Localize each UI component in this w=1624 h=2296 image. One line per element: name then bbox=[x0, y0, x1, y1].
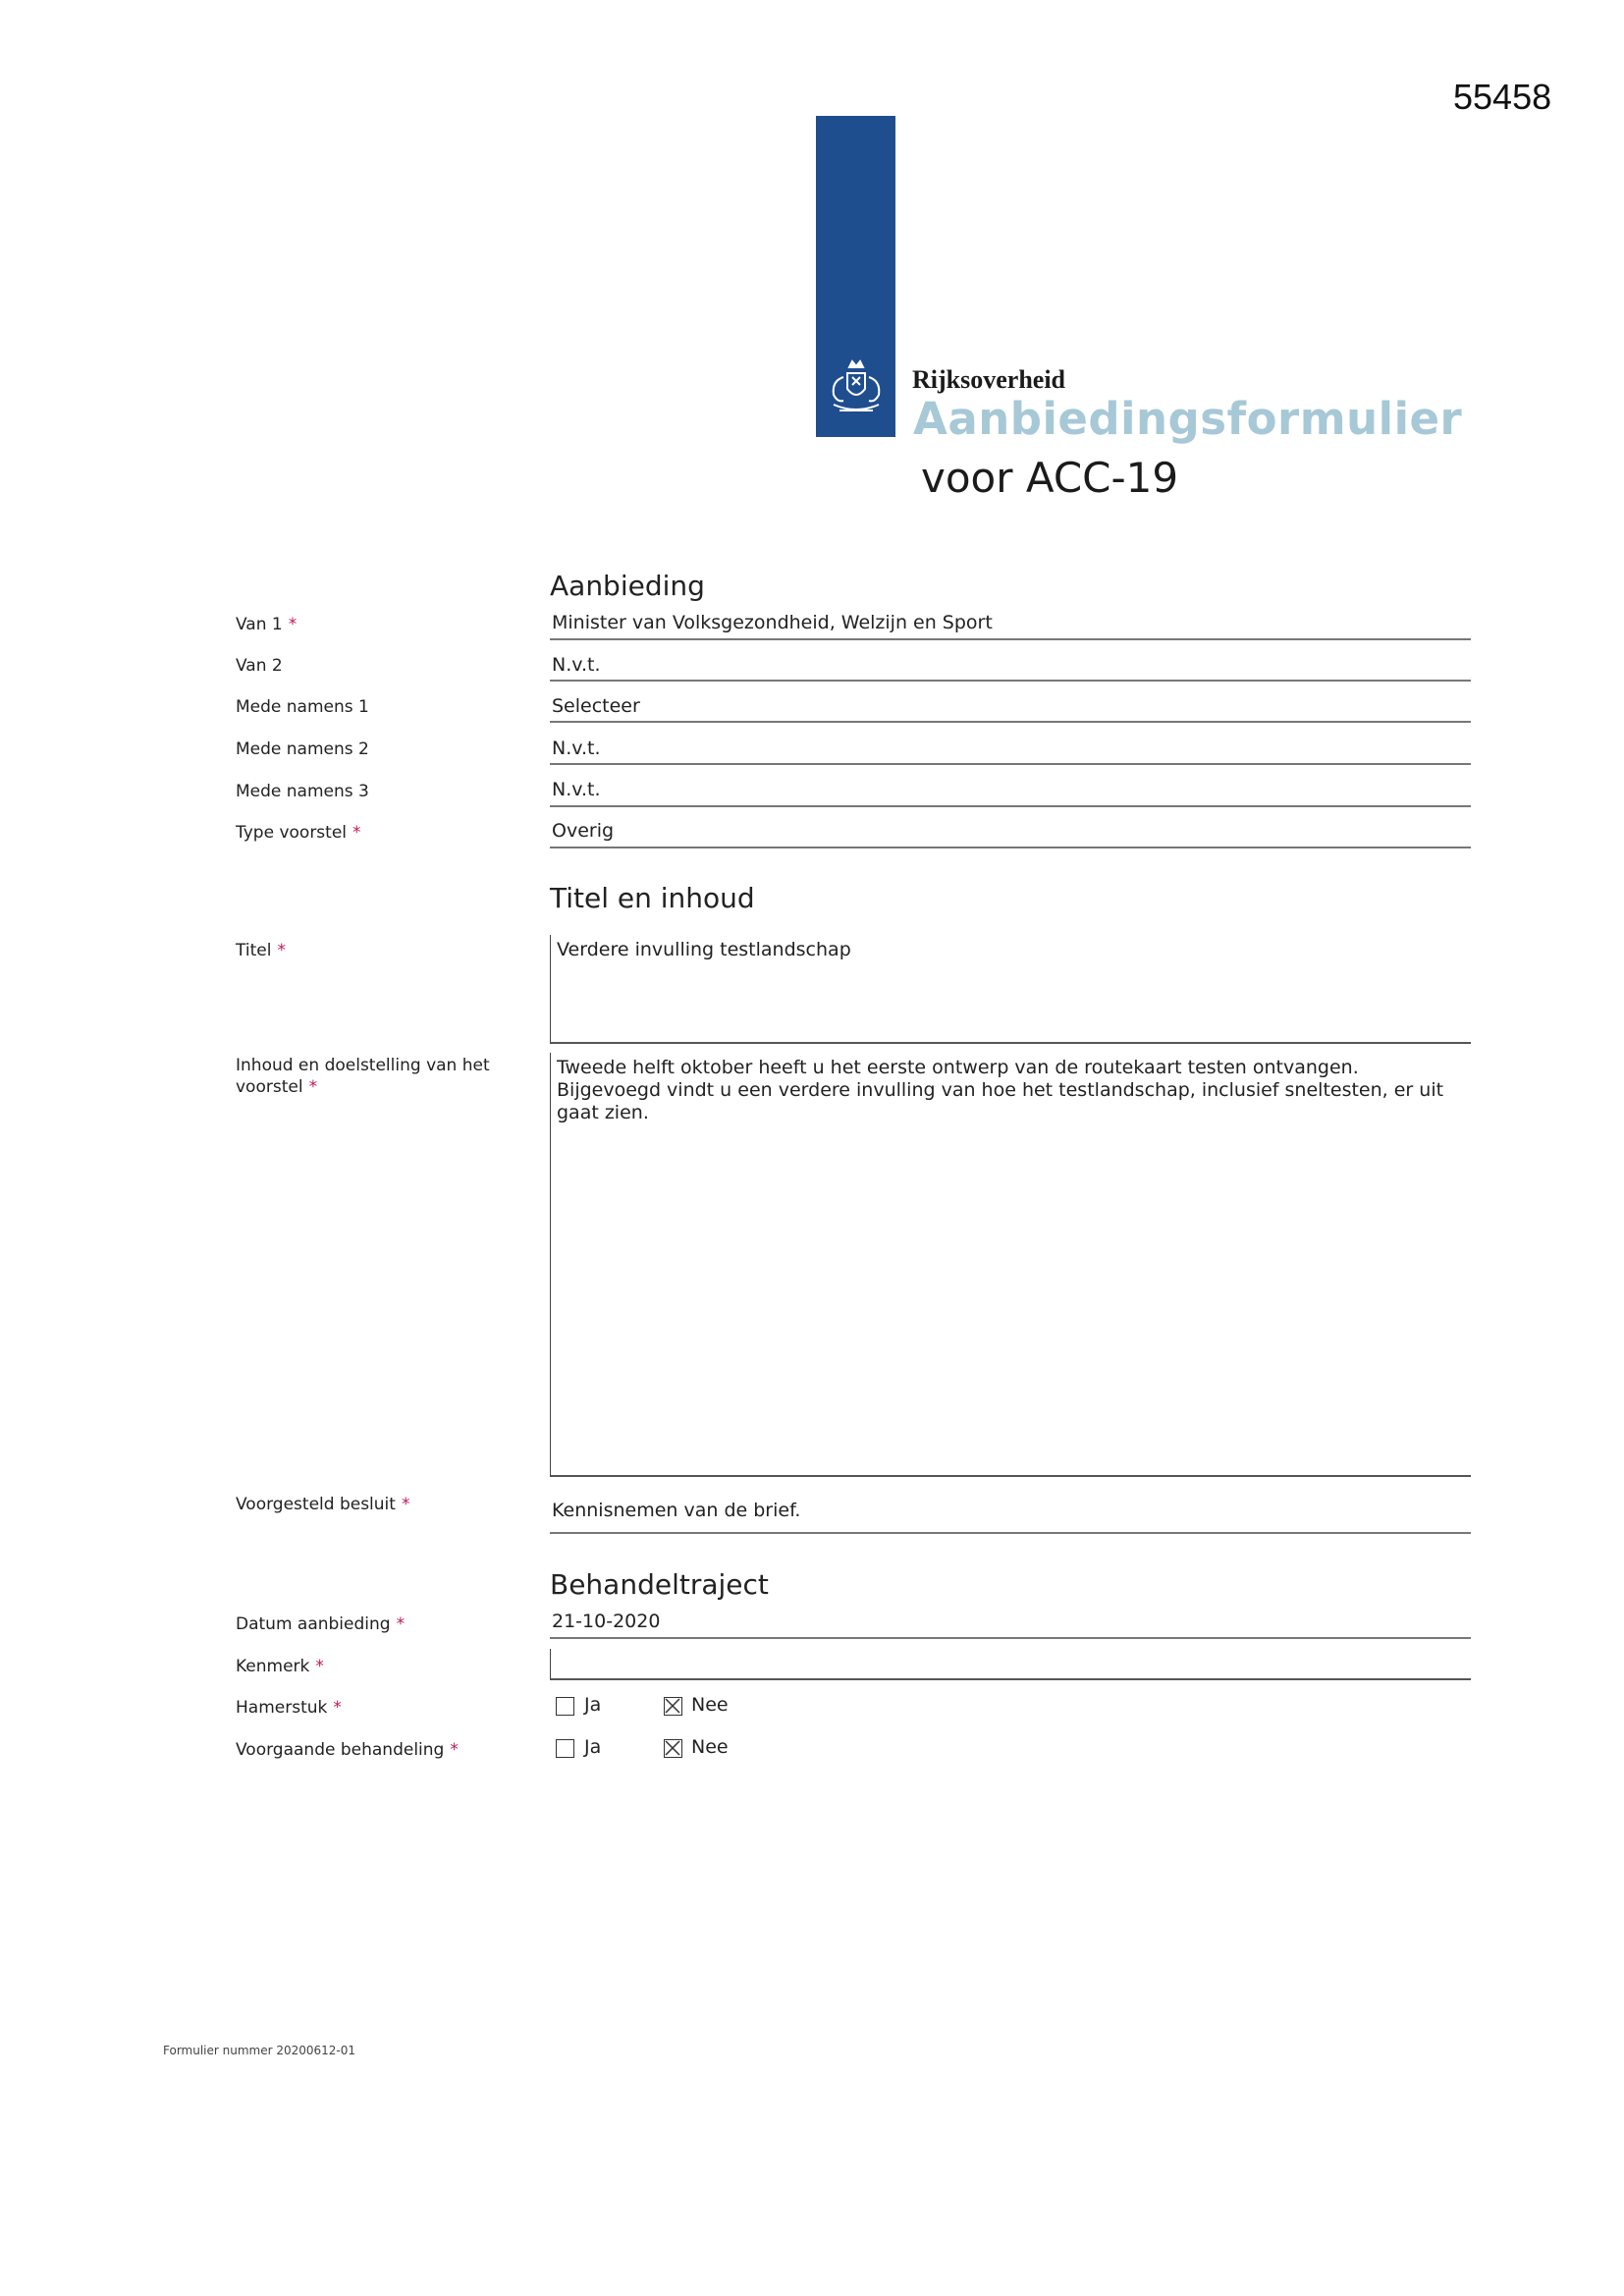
form-title: Aanbiedingsformulier bbox=[913, 393, 1463, 445]
label-type-voorstel: Type voorstel * bbox=[236, 823, 361, 843]
besluit-underline bbox=[550, 1532, 1471, 1534]
required-marker: * bbox=[352, 823, 361, 843]
inhoud-line: Tweede helft oktober heeft u het eerste ontwerp van de routekaart testen ontvangen. bbox=[557, 1057, 1359, 1078]
label-van2: Van 2 bbox=[236, 656, 283, 676]
kenmerk-input[interactable] bbox=[550, 1649, 1471, 1680]
voorgaande-ja-label: Ja bbox=[584, 1736, 602, 1758]
label-mede1: Mede namens 1 bbox=[236, 697, 369, 717]
rijksoverheid-crest-icon bbox=[820, 354, 893, 426]
inhoud-line: Bijgevoegd vindt u een verdere invulling van hoe het testlandschap, inclusief sneltesten, er uit bbox=[557, 1079, 1444, 1101]
inhoud-line: gaat zien. bbox=[557, 1102, 649, 1123]
datum-underline bbox=[550, 1637, 1471, 1639]
type-voorstel-underline bbox=[550, 847, 1471, 848]
label-titel: Titel * bbox=[236, 941, 286, 960]
section-heading-aanbieding: Aanbieding bbox=[550, 570, 705, 602]
label-kenmerk: Kenmerk * bbox=[236, 1657, 324, 1676]
hamerstuk-option-ja[interactable] bbox=[556, 1696, 615, 1720]
hamerstuk-ja-label: Ja bbox=[584, 1694, 602, 1716]
required-marker: * bbox=[315, 1657, 324, 1676]
label-van1: Van 1 * bbox=[236, 615, 298, 634]
required-marker: * bbox=[308, 1077, 318, 1097]
mede2-underline bbox=[550, 763, 1471, 765]
document-number: 55458 bbox=[1453, 77, 1552, 117]
checkbox-unchecked-icon[interactable] bbox=[556, 1697, 574, 1716]
voorgaande-option-ja[interactable] bbox=[556, 1738, 615, 1762]
form-number-footer: Formulier nummer 20200612-01 bbox=[163, 2044, 356, 2057]
hamerstuk-option-nee[interactable] bbox=[664, 1696, 742, 1720]
org-name: Rijksoverheid bbox=[912, 365, 1065, 394]
checkbox-unchecked-icon[interactable] bbox=[556, 1739, 574, 1758]
required-marker: * bbox=[277, 941, 286, 960]
mede3-underline bbox=[550, 805, 1471, 807]
label-datum-aanbieding: Datum aanbieding * bbox=[236, 1614, 406, 1634]
required-marker: * bbox=[396, 1614, 406, 1634]
form-subtitle: voor ACC-19 bbox=[921, 454, 1179, 502]
mede3-field[interactable]: N.v.t. bbox=[552, 779, 601, 800]
required-marker: * bbox=[288, 615, 298, 634]
besluit-field[interactable]: Kennisnemen van de brief. bbox=[552, 1500, 801, 1521]
section-heading-behandeltraject: Behandeltraject bbox=[550, 1568, 769, 1601]
titel-textarea[interactable] bbox=[550, 935, 1471, 1044]
label-voorgaande-behandeling: Voorgaande behandeling * bbox=[236, 1740, 459, 1760]
required-marker: * bbox=[333, 1698, 342, 1718]
voorgaande-option-nee[interactable] bbox=[664, 1738, 742, 1762]
mede2-field[interactable]: N.v.t. bbox=[552, 738, 601, 759]
mede1-select[interactable]: Selecteer bbox=[552, 695, 640, 717]
checkbox-x-icon[interactable] bbox=[664, 1697, 682, 1716]
type-voorstel-select[interactable]: Overig bbox=[552, 820, 615, 842]
required-marker: * bbox=[450, 1740, 459, 1760]
label-mede3: Mede namens 3 bbox=[236, 782, 369, 801]
titel-value: Verdere invulling testlandschap bbox=[557, 939, 851, 960]
section-heading-titel-inhoud: Titel en inhoud bbox=[550, 882, 755, 914]
van1-underline bbox=[550, 638, 1471, 640]
label-mede2: Mede namens 2 bbox=[236, 739, 369, 759]
mede1-underline bbox=[550, 721, 1471, 723]
inhoud-textarea[interactable] bbox=[550, 1053, 1471, 1477]
label-voorgesteld-besluit: Voorgesteld besluit * bbox=[236, 1495, 410, 1514]
van2-underline bbox=[550, 680, 1471, 682]
kenmerk-value bbox=[551, 1649, 1471, 1657]
label-hamerstuk: Hamerstuk * bbox=[236, 1698, 342, 1718]
checkbox-x-icon[interactable] bbox=[664, 1739, 682, 1758]
voorgaande-nee-label: Nee bbox=[691, 1736, 729, 1758]
van1-field[interactable]: Minister van Volksgezondheid, Welzijn en Sport bbox=[552, 612, 993, 633]
label-inhoud: Inhoud en doelstelling van het voorstel * bbox=[236, 1056, 490, 1097]
datum-field[interactable]: 21-10-2020 bbox=[552, 1611, 661, 1632]
rijksoverheid-logo-bar bbox=[816, 116, 895, 437]
required-marker: * bbox=[401, 1495, 410, 1514]
van2-field[interactable]: N.v.t. bbox=[552, 654, 601, 676]
hamerstuk-nee-label: Nee bbox=[691, 1694, 729, 1716]
